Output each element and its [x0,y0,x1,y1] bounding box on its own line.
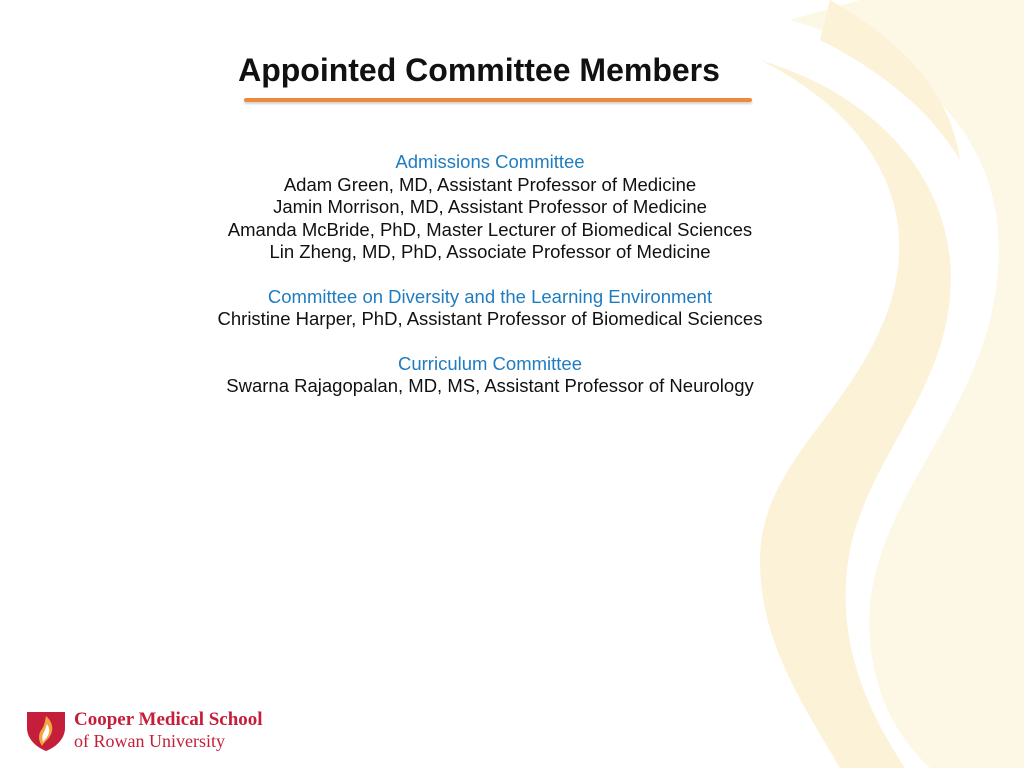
flame-shield-icon [26,708,66,752]
committee-title: Admissions Committee [395,151,585,172]
committee-member: Jamin Morrison, MD, Assistant Professor of Medicine [273,196,707,217]
slide-title: Appointed Committee Members [238,52,720,88]
school-name-line1: Cooper Medical School [74,709,263,730]
committee-member: Adam Green, MD, Assistant Professor of Medicine [283,173,697,195]
school-name-line2: of Rowan University [74,731,225,751]
committee-member: Christine Harper, PhD, Assistant Professor of Biomedical Sciences [217,308,763,329]
school-logo [26,708,286,752]
committee-section [140,353,840,398]
committee-title: Curriculum Committee [397,352,582,374]
committee-list [140,151,840,420]
committee-member: Amanda McBride, PhD, Master Lecturer of Biomedical Sciences [227,218,753,240]
title-underline [244,98,752,102]
committee-member: Swarna Rajagopalan, MD, MS, Assistant Professor of Neurology [226,375,754,396]
committee-title: Committee on Diversity and the Learning Environment [267,285,713,307]
committee-section [140,151,840,264]
committee-member: Lin Zheng, MD, PhD, Associate Professor of Medicine [269,241,711,262]
school-wordmark [74,709,263,751]
committee-section [140,286,840,331]
